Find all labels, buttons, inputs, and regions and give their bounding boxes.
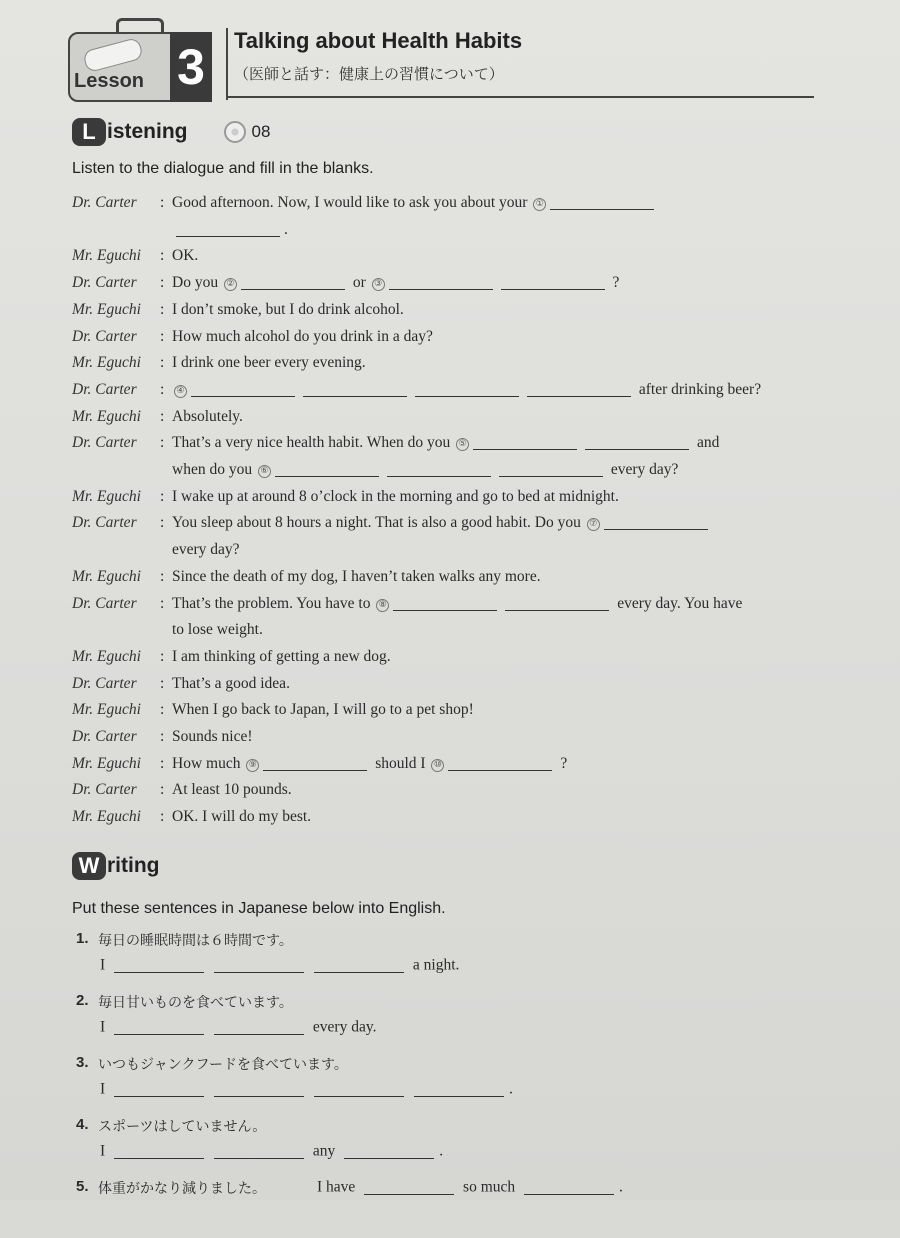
answer-blank[interactable]	[114, 1142, 204, 1159]
answer-blank[interactable]	[473, 434, 577, 451]
listening-instruction: Listen to the dialogue and fill in the blanks.	[72, 160, 374, 177]
speaker-colon: :	[160, 781, 165, 799]
speaker-name: Mr. Eguchi	[72, 354, 141, 372]
dialogue-text	[172, 777, 832, 804]
writing-title: riting	[107, 854, 160, 877]
writing-question	[72, 990, 832, 1052]
speaker-name: Dr. Carter	[72, 434, 137, 452]
text-segment: .	[619, 1178, 623, 1196]
title-divider	[226, 28, 228, 100]
dialogue-line	[72, 484, 832, 511]
blank-number-marker: ③	[372, 278, 385, 291]
blank-number-marker: ⑤	[456, 438, 469, 451]
answer-blank[interactable]	[303, 380, 407, 397]
text-segment: every day?	[606, 461, 679, 479]
answer-blank[interactable]	[214, 1080, 304, 1097]
text-segment: I	[100, 1142, 110, 1160]
dialogue-text	[172, 644, 832, 671]
speaker-colon: :	[160, 487, 165, 505]
dialogue-text	[172, 671, 832, 698]
dialogue-line-continued	[72, 537, 832, 564]
dialogue-text	[172, 484, 832, 511]
dialogue-text	[172, 430, 832, 457]
speaker-name: Dr. Carter	[72, 194, 137, 211]
text-segment: every day.	[309, 1018, 377, 1036]
speaker-colon: :	[160, 647, 165, 665]
blank-number-marker: ②	[224, 278, 237, 291]
text-segment: should I	[371, 754, 430, 772]
dialogue-text	[172, 617, 832, 644]
text-segment: I wake up at around 8 o’clock in the morning and go to bed at midnight.	[172, 487, 619, 505]
answer-blank[interactable]	[393, 594, 497, 611]
speaker-name: Dr. Carter	[72, 728, 137, 746]
speaker-colon: :	[160, 514, 165, 532]
answer-blank[interactable]	[505, 594, 609, 611]
dialogue-line	[72, 324, 832, 351]
text-segment: You sleep about 8 hours a night. That is also a good habit. Do you	[172, 514, 585, 532]
text-segment: every day. You have	[613, 594, 743, 612]
title-underline	[226, 96, 814, 98]
question-number: 5.	[76, 1178, 89, 1195]
cd-icon	[224, 121, 246, 143]
question-number: 3.	[76, 1054, 89, 1071]
dialogue-text	[172, 350, 832, 377]
text-segment: Good afternoon. Now, I would like to ask you about your	[172, 194, 532, 211]
answer-blank[interactable]	[314, 1080, 404, 1097]
answer-line	[100, 1142, 443, 1161]
answer-blank[interactable]	[191, 380, 295, 397]
speaker-name: Mr. Eguchi	[72, 754, 141, 772]
answer-line	[100, 1018, 376, 1037]
speaker-name: Mr. Eguchi	[72, 567, 141, 585]
answer-blank[interactable]	[414, 1080, 504, 1097]
writing-exercises	[72, 928, 832, 1238]
question-number: 1.	[76, 930, 89, 947]
blank-number-marker: ⑨	[246, 759, 259, 772]
dialogue-line	[72, 270, 832, 297]
speaker-name: Mr. Eguchi	[72, 300, 141, 318]
dialogue-line-continued	[72, 617, 832, 644]
speaker-name: Mr. Eguchi	[72, 407, 141, 425]
answer-blank[interactable]	[527, 380, 631, 397]
speaker-colon: :	[160, 247, 165, 265]
listening-cap: L	[72, 118, 106, 146]
text-segment: any	[309, 1142, 340, 1160]
text-segment: I	[100, 1080, 110, 1098]
answer-blank[interactable]	[389, 274, 493, 291]
text-segment: so much	[459, 1178, 520, 1196]
listening-title: istening	[107, 120, 188, 143]
dialogue-line	[72, 564, 832, 591]
dialogue-text	[172, 190, 832, 217]
speaker-name: Dr. Carter	[72, 781, 137, 799]
answer-blank[interactable]	[263, 754, 367, 771]
text-segment: a night.	[409, 956, 460, 974]
answer-blank[interactable]	[448, 754, 552, 771]
text-segment: That’s a good idea.	[172, 674, 290, 692]
question-japanese: 体重がかなり減りました。	[98, 1181, 266, 1197]
answer-blank[interactable]	[524, 1178, 614, 1195]
dialogue-line	[72, 297, 832, 324]
text-segment: ?	[556, 754, 568, 772]
speaker-name: Dr. Carter	[72, 674, 137, 692]
speaker-colon: :	[160, 380, 165, 398]
text-segment: every day?	[172, 541, 240, 559]
writing-question	[72, 928, 832, 990]
question-japanese: スポーツはしていません。	[98, 1119, 267, 1135]
dialogue-line-continued	[72, 217, 832, 244]
speaker-name: Mr. Eguchi	[72, 647, 141, 665]
answer-blank[interactable]	[585, 434, 689, 451]
blank-number-marker: ⑥	[258, 465, 271, 478]
text-segment: I am thinking of getting a new dog.	[172, 647, 391, 665]
speaker-colon: :	[160, 594, 165, 612]
dialogue-line	[72, 510, 832, 537]
dialogue-text	[172, 724, 832, 751]
writing-heading	[72, 852, 160, 880]
lesson-label: Lesson	[74, 70, 145, 92]
dialogue-line	[72, 697, 832, 724]
text-segment: I have	[317, 1178, 360, 1196]
dialogue-text	[172, 591, 832, 618]
text-segment: I drink one beer every evening.	[172, 354, 366, 372]
text-segment: I	[100, 956, 110, 974]
answer-blank[interactable]	[344, 1142, 434, 1159]
speaker-colon: :	[160, 674, 165, 692]
speaker-name: Dr. Carter	[72, 380, 137, 398]
text-segment: and	[693, 434, 720, 452]
dialogue-line	[72, 671, 832, 698]
answer-blank[interactable]	[364, 1178, 454, 1195]
text-segment: .	[439, 1142, 444, 1160]
writing-question	[72, 1114, 832, 1176]
speaker-colon: :	[160, 567, 165, 585]
text-segment: after drinking beer?	[635, 380, 762, 398]
dialogue-text	[172, 564, 832, 591]
answer-blank[interactable]	[499, 461, 603, 478]
speaker-colon: :	[160, 701, 165, 719]
speaker-name: Mr. Eguchi	[72, 808, 141, 826]
text-segment: Sounds nice!	[172, 728, 253, 746]
text-segment: Absolutely.	[172, 407, 243, 425]
speaker-name: Dr. Carter	[72, 514, 137, 532]
dialogue-line	[72, 243, 832, 270]
speaker-name: Mr. Eguchi	[72, 247, 141, 265]
lesson-subtitle: （医師と話す：健康上の習慣について）	[234, 65, 504, 83]
text-segment: When I go back to Japan, I will go to a pet shop!	[172, 701, 474, 719]
speaker-colon: :	[160, 194, 165, 211]
speaker-name: Mr. Eguchi	[72, 487, 141, 505]
speaker-name: Dr. Carter	[72, 594, 137, 612]
dialogue-line	[72, 777, 832, 804]
listening-heading	[72, 118, 270, 146]
answer-blank[interactable]	[314, 956, 404, 973]
blank-number-marker: ⑧	[376, 599, 389, 612]
dialogue-text	[172, 270, 832, 297]
dialogue-text	[172, 457, 832, 484]
text-segment: I don’t smoke, but I do drink alcohol.	[172, 300, 404, 318]
answer-blank[interactable]	[387, 461, 491, 478]
dialogue-text	[172, 297, 832, 324]
answer-line	[317, 1178, 623, 1197]
text-segment: to lose weight.	[172, 621, 263, 639]
writing-cap: W	[72, 852, 106, 880]
question-japanese: 毎日の睡眠時間は６時間です。	[98, 933, 293, 949]
text-segment: Do you	[172, 274, 222, 292]
dialogue-line	[72, 190, 832, 217]
speaker-colon: :	[160, 274, 165, 292]
dialogue-line	[72, 404, 832, 431]
text-segment: when do you	[172, 461, 256, 479]
dialogue-line	[72, 377, 832, 404]
question-number: 2.	[76, 992, 89, 1009]
dialogue-text	[172, 324, 832, 351]
writing-question	[72, 1176, 832, 1238]
lesson-badge	[68, 14, 213, 100]
text-segment: How much	[172, 754, 245, 772]
dialogue-text	[172, 537, 832, 564]
dialogue-text	[172, 243, 832, 270]
dialogue	[72, 190, 832, 831]
speaker-colon: :	[160, 754, 165, 772]
answer-line	[100, 1080, 513, 1099]
answer-blank[interactable]	[550, 194, 654, 211]
speaker-colon: :	[160, 728, 165, 746]
speaker-colon: :	[160, 808, 165, 826]
question-number: 4.	[76, 1116, 89, 1133]
speaker-colon: :	[160, 327, 165, 345]
answer-blank[interactable]	[114, 1080, 204, 1097]
dialogue-text	[172, 510, 832, 537]
dialogue-text	[172, 751, 832, 778]
text-segment: At least 10 pounds.	[172, 781, 292, 799]
lesson-number: 3	[170, 32, 212, 102]
answer-blank[interactable]	[214, 1142, 304, 1159]
speaker-name: Mr. Eguchi	[72, 701, 141, 719]
answer-line	[100, 956, 459, 975]
answer-blank[interactable]	[241, 274, 345, 291]
dialogue-text	[172, 217, 832, 244]
text-segment: I	[100, 1018, 110, 1036]
answer-blank[interactable]	[214, 956, 304, 973]
lesson-title: Talking about Health Habits	[234, 28, 523, 53]
answer-blank[interactable]	[275, 461, 379, 478]
answer-blank[interactable]	[114, 956, 204, 973]
text-segment: That’s the problem. You have to	[172, 594, 375, 612]
answer-blank[interactable]	[501, 274, 605, 291]
writing-question	[72, 1052, 832, 1114]
blank-number-marker: ⑩	[431, 759, 444, 772]
blank-number-marker: ①	[533, 198, 546, 211]
dialogue-text	[172, 804, 832, 831]
dialogue-line	[72, 591, 832, 618]
dialogue-text	[172, 377, 832, 404]
speaker-name: Dr. Carter	[72, 327, 137, 345]
text-segment: How much alcohol do you drink in a day?	[172, 327, 433, 345]
answer-blank[interactable]	[176, 220, 280, 237]
speaker-colon: :	[160, 300, 165, 318]
dialogue-line	[72, 751, 832, 778]
question-japanese: いつもジャンクフードを食べています。	[98, 1057, 348, 1073]
text-segment: or	[348, 274, 370, 292]
text-segment: OK.	[172, 247, 199, 265]
speaker-colon: :	[160, 407, 165, 425]
blank-number-marker: ⑦	[587, 518, 600, 531]
writing-instruction: Put these sentences in Japanese below into English.	[72, 900, 446, 917]
dialogue-line	[72, 644, 832, 671]
answer-blank[interactable]	[214, 1018, 304, 1035]
answer-blank[interactable]	[415, 380, 519, 397]
dialogue-text	[172, 697, 832, 724]
speaker-colon: :	[160, 354, 165, 372]
dialogue-line	[72, 724, 832, 751]
dialogue-text	[172, 404, 832, 431]
text-segment: ?	[608, 274, 620, 292]
dialogue-line	[72, 430, 832, 457]
answer-blank[interactable]	[604, 514, 708, 531]
text-segment: .	[509, 1080, 513, 1098]
blank-number-marker: ④	[174, 385, 187, 398]
text-segment: .	[284, 220, 288, 238]
text-segment: Since the death of my dog, I haven’t taken walks any more.	[172, 567, 541, 585]
speaker-colon: :	[160, 434, 165, 452]
text-segment: That’s a very nice health habit. When do you	[172, 434, 455, 452]
dialogue-line	[72, 804, 832, 831]
dialogue-line	[72, 350, 832, 377]
text-segment: OK. I will do my best.	[172, 808, 312, 826]
dialogue-line-continued	[72, 457, 832, 484]
question-japanese: 毎日甘いものを食べています。	[98, 995, 293, 1011]
answer-blank[interactable]	[114, 1018, 204, 1035]
track-number: 08	[251, 122, 271, 141]
speaker-name: Dr. Carter	[72, 274, 137, 292]
